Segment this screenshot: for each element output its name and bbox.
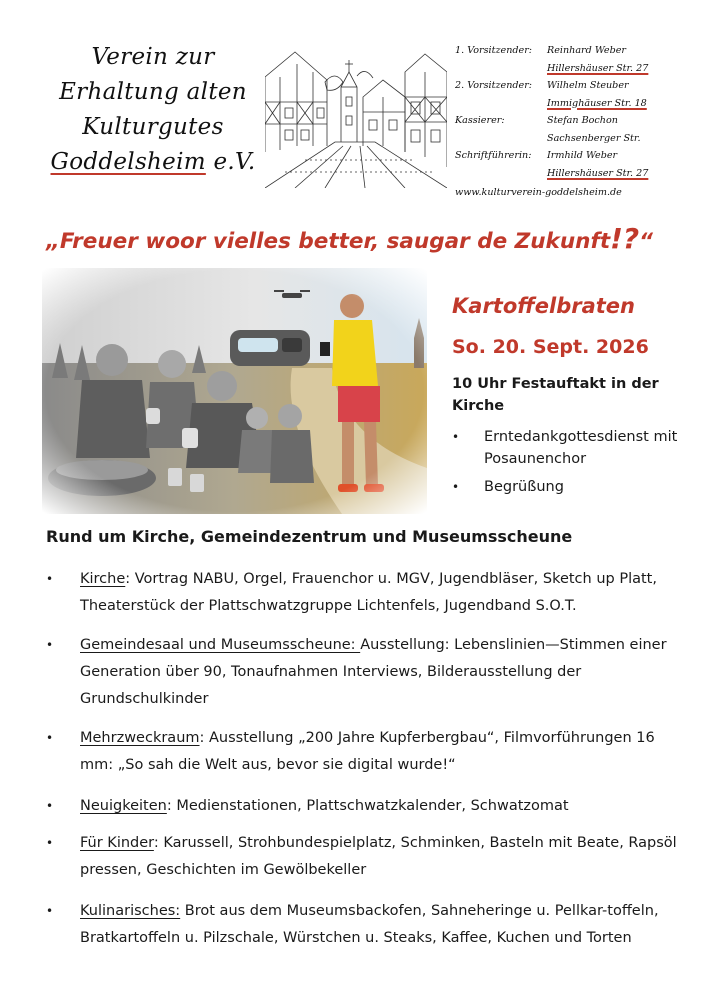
board-address: Immighäuser Str. 18: [547, 97, 647, 109]
board-row-vice-chairman: [455, 77, 705, 95]
program-item-label: Kulinarisches:: [80, 903, 181, 919]
event-program-item: • Erntedankgottesdienst mit Posaunenchor: [452, 426, 692, 470]
program-item-text: Vortrag NABU, Orgel, Frauenchor u. MGV, Jugendbläser, Sketch up Platt, Theaterstück der Plattschwatzgruppe Lichtenfels, Jugendband S.O.T.: [80, 571, 657, 614]
program-item-label: Mehrzweckraum: [80, 730, 200, 746]
program-item-label: Neuigkeiten: [80, 798, 167, 814]
program-item-text: Karussell, Strohbundespielplatz, Schminken, Basteln mit Beate, Rapsöl pressen, Geschichten im Gewölbekeller: [80, 835, 677, 878]
board-row-treasurer: [455, 112, 705, 130]
board-role: 2. Vorsitzender:: [455, 80, 533, 91]
board-address: Hillershäuser Str. 27: [547, 167, 649, 179]
board-row-vice-chairman-address: [455, 95, 705, 113]
slogan-emphasis: !?: [610, 222, 640, 255]
program-heading: Rund um Kirche, Gemeindezentrum und Museumsscheune: [46, 527, 573, 546]
event-program-item: • Begrüßung: [452, 476, 692, 498]
board-address: Hillershäuser Str. 27: [547, 62, 649, 74]
program-item-label: Gemeindesaal und Museumsscheune:: [80, 637, 361, 653]
club-title-line-4: [48, 145, 258, 180]
program-item-text: Ausstellung: Lebenslinien—Stimmen einer Generation über 90, Tonaufnahmen Interviews, Bilderausstellung der Grundschulkinder: [80, 637, 667, 707]
bullet-icon: •: [46, 731, 54, 745]
event-date: So. 20. Sept. 2026: [452, 336, 649, 358]
program-item-label: Kirche: [80, 571, 126, 587]
program-item-text: Medienstationen, Plattschwatzkalender, Schwatzomat: [176, 798, 569, 814]
event-title: Kartoffelbraten: [452, 294, 635, 318]
program-item-label: Für Kinder: [80, 835, 154, 851]
board-row-treasurer-address: [455, 130, 705, 148]
board-name: Stefan Bochon: [547, 115, 618, 126]
club-title-town: Goddelsheim: [50, 149, 206, 175]
program-item-hall: [46, 632, 686, 713]
program-list: [46, 566, 686, 952]
event-program-list: [452, 426, 692, 504]
board-address: Sachsenberger Str.: [547, 132, 641, 144]
board-role: 1. Vorsitzender:: [455, 45, 533, 56]
board-row-secretary: [455, 147, 705, 165]
program-item-news: • Neuigkeiten: Medienstationen, Plattschwatzkalender, Schwatzomat: [46, 793, 686, 820]
board-name: Reinhard Weber: [547, 45, 626, 56]
village-sketch-image: [265, 42, 447, 188]
club-title-suffix: e.V.: [205, 149, 256, 175]
program-item-multipurpose-room: • Mehrzweckraum: Ausstellung „200 Jahre Kupferbergbau“, Filmvorführungen 16 mm: „So sah die Welt aus, bevor sie digital wurde!“: [46, 725, 686, 779]
club-title-line-2: Erhaltung alten: [59, 79, 247, 105]
bullet-icon: •: [46, 638, 54, 652]
board-name: Wilhelm Steuber: [547, 80, 629, 91]
board-row-secretary-address: [455, 165, 705, 183]
website-link[interactable]: www.kulturverein-goddelsheim.de: [455, 187, 622, 198]
board-row-chairman: [455, 42, 705, 60]
slogan-text: „Freuer woor vielles better, saugar de Zukunft: [46, 229, 611, 254]
slogan-end: “: [639, 229, 653, 254]
event-opening: 10 Uhr Festauftakt in der Kirche: [452, 376, 659, 414]
slogan: [46, 222, 686, 255]
club-title: [48, 40, 258, 180]
board-role: Schriftführerin:: [455, 150, 532, 161]
board-role: Kassierer:: [455, 115, 505, 126]
program-item-food: [46, 898, 686, 952]
bullet-icon: •: [46, 836, 54, 850]
bullet-icon: •: [46, 572, 54, 586]
harvest-photo: [42, 268, 427, 514]
board-list: [455, 42, 705, 202]
program-item-text: Ausstellung „200 Jahre Kupferbergbau“, Filmvorführungen 16 mm: „So sah die Welt aus, bevor sie digital wurde!“: [80, 730, 655, 773]
bullet-icon: •: [46, 904, 54, 918]
board-name: Irmhild Weber: [547, 150, 618, 161]
program-item-church: • Kirche: Vortrag NABU, Orgel, Frauenchor u. MGV, Jugendbläser, Sketch up Platt, Theaterstück der Plattschwatzgruppe Lichtenfels, Jugendband S.O.T.: [46, 566, 686, 620]
club-title-line-3: Kulturgutes: [82, 114, 224, 140]
board-row-chairman-address: [455, 60, 705, 78]
club-title-line-1: Verein zur: [91, 44, 215, 70]
bullet-icon: •: [46, 799, 54, 813]
bullet-icon: •: [452, 480, 460, 494]
program-item-kids: • Für Kinder: Karussell, Strohbundespielplatz, Schminken, Basteln mit Beate, Rapsöl pressen, Geschichten im Gewölbekeller: [46, 830, 686, 884]
bullet-icon: •: [452, 430, 460, 444]
program-item-text: Brot aus dem Museumsbackofen, Sahneheringe u. Pellkar-toffeln, Bratkartoffeln u. Pilzschale, Würstchen u. Steaks, Kaffee, Kuchen und Torten: [80, 903, 659, 946]
